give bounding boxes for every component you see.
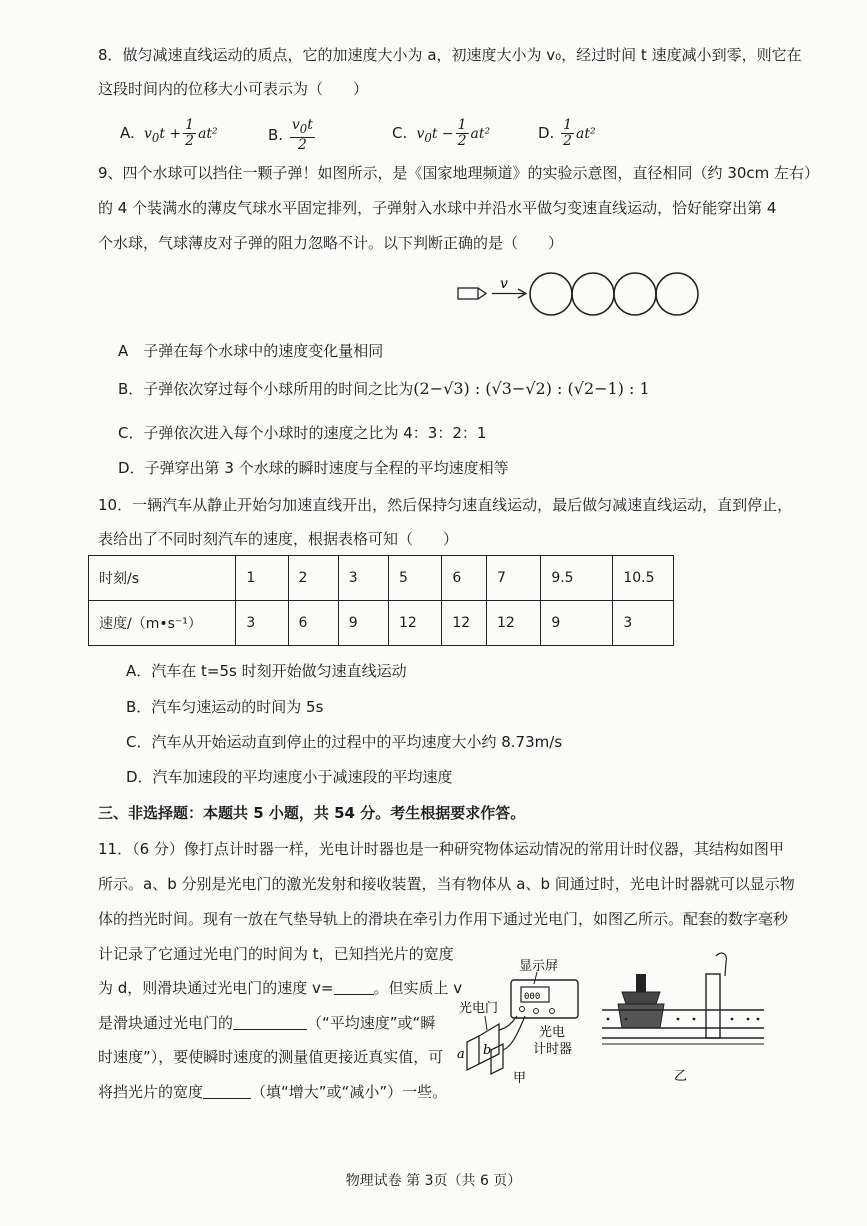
q9-stem-line1: 9、四个水球可以挡住一颗子弹！如图所示，是《国家地理频道》的实验示意图，直径相同（约 30cm 左右）: [98, 164, 820, 182]
water-balloon-3: [614, 273, 656, 315]
q11-line3: 体的挡光时间。现有一放在气垫导轨上的滑块在牵引力作用下通过光电门，如图乙所示。配套的数字毫秒: [98, 910, 789, 928]
knob-icon: [520, 1007, 525, 1012]
photogate-label: 光电门: [459, 1001, 499, 1016]
q9-option-d: D．子弹穿出第 3 个水球的瞬时速度与全程的平均速度相等: [118, 459, 509, 477]
q10-option-a: A．汽车在 t=5s 时刻开始做匀速直线运动: [126, 662, 407, 680]
figure-yi-air-track: [598, 948, 768, 1090]
q9-stem-line3: 个水球，气球薄皮对子弹的阻力忽略不计。以下判断正确的是（ ）: [98, 234, 564, 252]
receiver-b: [491, 1044, 503, 1074]
water-balloon-4: [656, 273, 698, 315]
answer-blank-velocity[interactable]: [334, 980, 374, 995]
timer-label-2: 计时器: [533, 1042, 573, 1057]
q8-stem-line1: 8．做匀减速直线运动的质点，它的加速度大小为 a，初速度大小为 v₀，经过时间 t 速度减小到零，则它在: [98, 46, 802, 64]
label-a: a: [457, 1047, 465, 1062]
water-balloon-1: [530, 273, 572, 315]
velocity-label: v: [500, 276, 508, 292]
slider-body: [618, 1004, 664, 1028]
q9-water-balloon-figure: [450, 268, 710, 328]
q8-option-d: D. $\frac{1}{2}$ at²: [538, 117, 596, 149]
table-cell: 9: [541, 601, 613, 646]
figure-jia-caption: 甲: [513, 1071, 527, 1086]
q11-line2: 所示。a、b 分别是光电门的激光发射和接收装置，当有物体从 a、b 间通过时，光电计时器就可以显示物: [98, 875, 795, 893]
shading-plate: [636, 974, 646, 992]
table-cell: 10.5: [613, 556, 674, 601]
table-header: 速度/（m•s⁻¹）: [89, 601, 236, 646]
q9-option-a: A 子弹在每个水球中的速度变化量相同: [118, 342, 384, 360]
q9-stem-line2: 的 4 个装满水的薄皮气球水平固定排列，子弹射入水球中并沿水平做匀变速直线运动，恰好能穿出第 4: [98, 199, 777, 217]
slider-top: [622, 992, 660, 1004]
section-3-heading: 三、非选择题：本题共 5 小题，共 54 分。考生根据要求作答。: [98, 804, 526, 822]
svg-text:000: 000: [524, 992, 541, 1002]
table-cell: 3: [613, 601, 674, 646]
table-cell: 5: [389, 556, 442, 601]
table-row: [89, 556, 674, 601]
emitter-a: [467, 1036, 479, 1070]
q11-line7: 时速度”），要使瞬时速度的测量值更接近真实值，可: [98, 1048, 444, 1066]
knob-icon: [534, 1009, 539, 1014]
q8-options: [120, 114, 780, 154]
q11-line8: 将挡光片的宽度 （填“增大”或“减小”）一些。: [98, 1083, 448, 1101]
water-balloon-2: [572, 273, 614, 315]
knob-icon: [550, 1009, 555, 1014]
q10-stem-line1: 10．一辆汽车从静止开始匀加速直线开出，然后保持匀速直线运动，最后做匀减速直线运动，直到停止，: [98, 496, 793, 514]
table-cell: 7: [486, 556, 540, 601]
table-cell: 3: [338, 556, 388, 601]
velocity-time-table: [88, 555, 674, 646]
table-cell: 3: [236, 601, 288, 646]
q10-option-b: B．汽车匀速运动的时间为 5s: [126, 698, 324, 716]
table-cell: 6: [442, 556, 487, 601]
table-cell: 12: [389, 601, 442, 646]
bullet-icon: [458, 288, 478, 299]
q8-stem-line2: 这段时间内的位移大小可表示为（ ）: [98, 80, 369, 98]
display-screen-label: 显示屏: [519, 959, 559, 974]
q9-option-c: C．子弹依次进入每个小球时的速度之比为 4：3：2：1: [118, 424, 487, 442]
q10-stem-line2: 表给出了不同时刻汽车的速度，根据表格可知（ ）: [98, 530, 459, 548]
figure-yi-caption: 乙: [674, 1069, 688, 1084]
table-header: 时刻/s: [89, 556, 236, 601]
page-footer: 物理试卷 第 3页（共 6 页）: [345, 1173, 522, 1189]
q11-line5: 为 d，则滑块通过光电门的速度 v= 。但实质上 v: [98, 979, 463, 997]
table-cell: 9: [338, 601, 388, 646]
q11-line1: 11．（6 分）像打点计时器一样，光电计时器也是一种研究物体运动情况的常用计时仪器，其结构如图甲: [98, 840, 784, 858]
label-b: b: [483, 1043, 492, 1058]
q9-option-b: B．子弹依次穿过每个小球所用的时间之比为(2−√3) : (√3−√2) : (√2−1) : 1: [118, 379, 650, 398]
q11-line4: 计记录了它通过光电门的时间为 t，已知挡光片的宽度: [98, 945, 454, 963]
table-cell: 12: [486, 601, 540, 646]
timer-label-1: 光电: [539, 1025, 566, 1040]
table-cell: 12: [442, 601, 487, 646]
q8-option-b: B. $\frac{v_0t}{2}$: [268, 117, 313, 153]
figure-jia-photogate-timer: [455, 950, 603, 1090]
q8-option-c: C. $v_0t$ − $\frac{1}{2}$ at²: [392, 117, 491, 149]
cable: [716, 953, 726, 976]
table-row: [89, 601, 674, 646]
q10-option-c: C．汽车从开始运动直到停止的过程中的平均速度大小约 8.73m/s: [126, 733, 563, 751]
q10-option-d: D．汽车加速段的平均速度小于减速段的平均速度: [126, 768, 453, 786]
table-cell: 6: [288, 601, 338, 646]
table-cell: 2: [288, 556, 338, 601]
table-cell: 1: [236, 556, 288, 601]
q8-option-a: A. $v_0t$ + $\frac{1}{2}$ at²: [120, 117, 218, 149]
table-cell: 9.5: [541, 556, 613, 601]
q11-line6: 是滑块通过光电门的 （“平均速度”或“瞬: [98, 1014, 436, 1032]
answer-blank-velocity-type[interactable]: [233, 1015, 307, 1030]
answer-blank-width[interactable]: [203, 1084, 251, 1099]
